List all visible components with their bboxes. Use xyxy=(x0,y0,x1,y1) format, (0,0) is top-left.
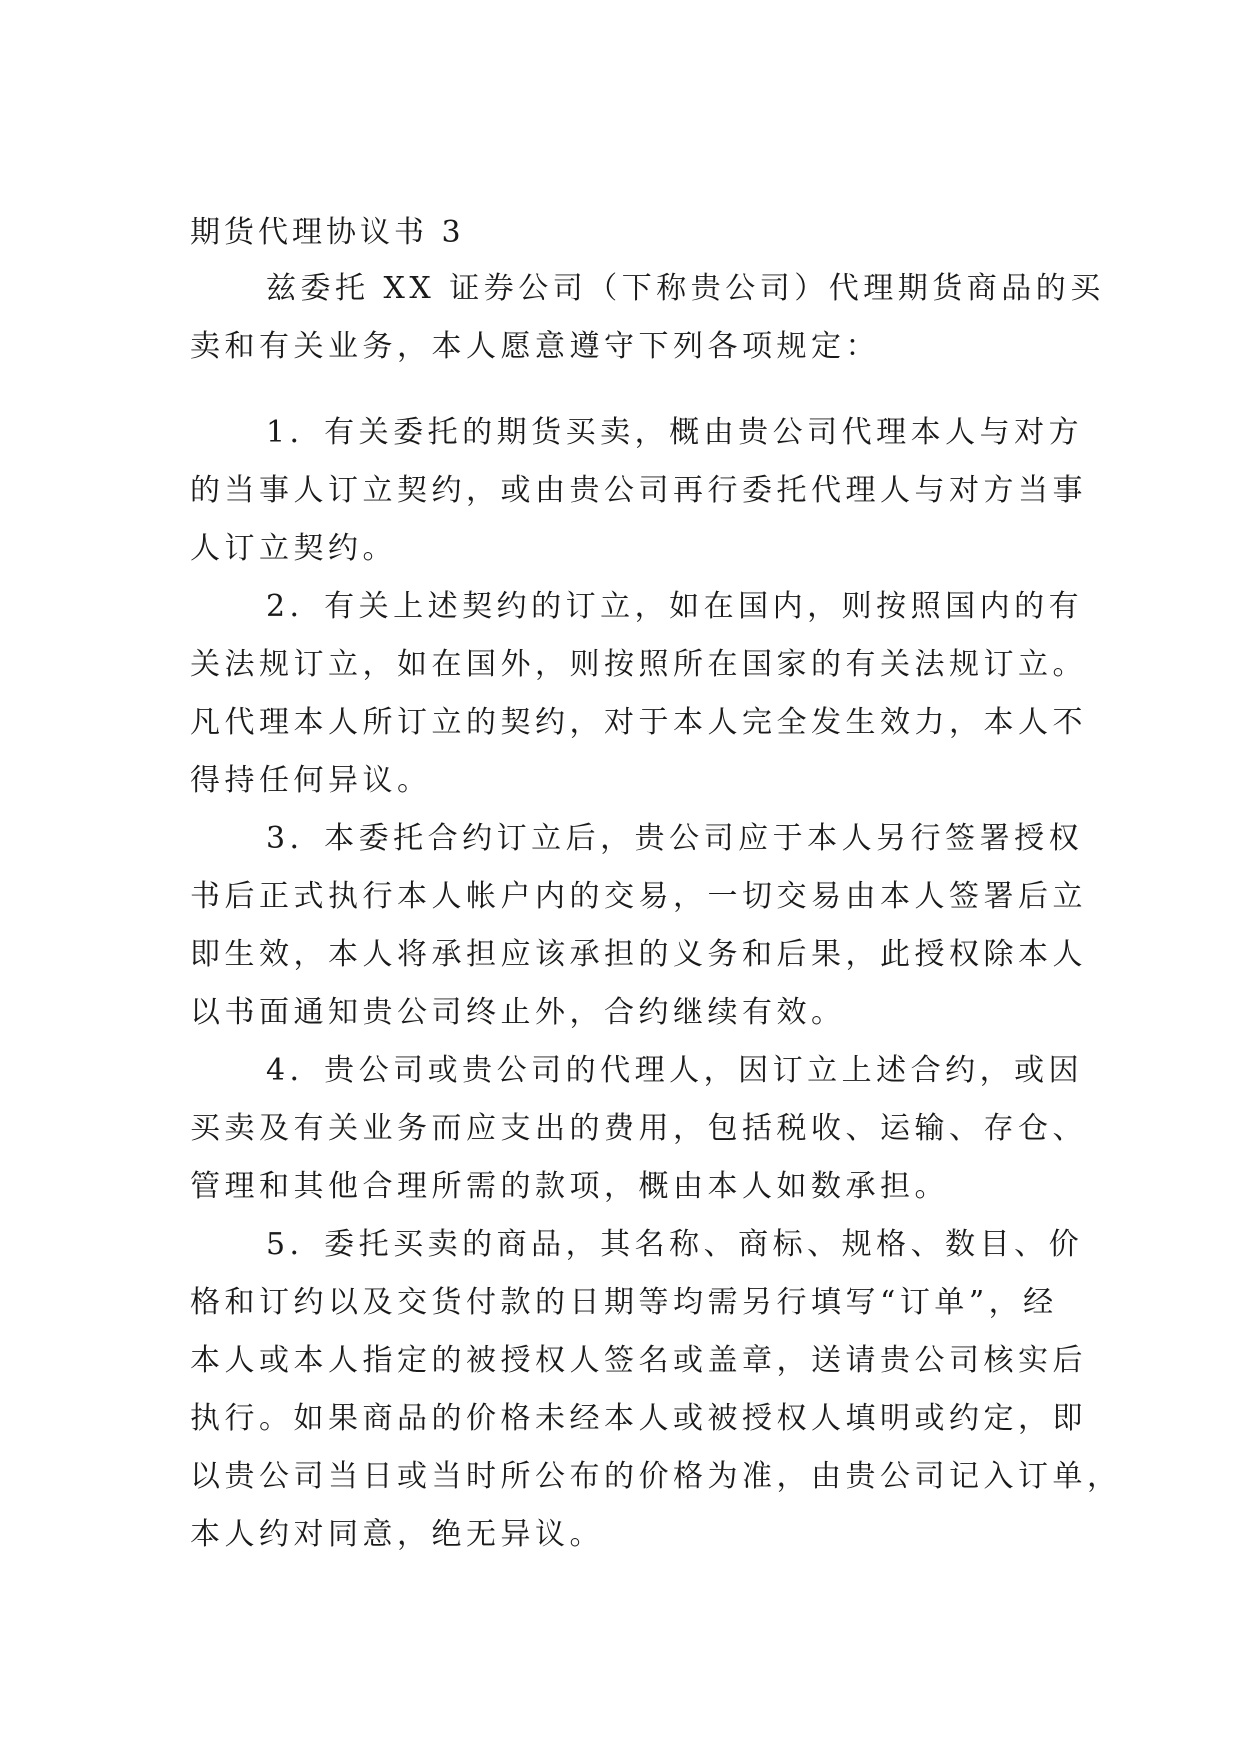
paragraph-line: 4．贵公司或贵公司的代理人，因订立上述合约，或因 xyxy=(266,1053,1084,1088)
paragraph-line: 关法规订立，如在国外，则按照所在国家的有关法规订立。 xyxy=(190,647,1087,682)
paragraph-line: 执行。如果商品的价格未经本人或被授权人填明或约定，即 xyxy=(190,1401,1087,1436)
paragraph-line: 以书面通知贵公司终止外，合约继续有效。 xyxy=(190,995,846,1030)
paragraph-clause-2 xyxy=(190,578,1087,810)
paragraph-clause-5 xyxy=(190,1216,1122,1564)
paragraph-line: 凡代理本人所订立的契约，对于本人完全发生效力，本人不 xyxy=(190,705,1087,740)
paragraph-line: 即生效，本人将承担应该承担的义务和后果，此授权除本人 xyxy=(190,937,1087,972)
paragraph-clause-1 xyxy=(190,404,1087,578)
paragraph-line: 的当事人订立契约，或由贵公司再行委托代理人与对方当事 xyxy=(190,473,1087,508)
paragraph-line: 本人或本人指定的被授权人签名或盖章，送请贵公司核实后 xyxy=(190,1343,1087,1378)
paragraph-clause-3 xyxy=(190,810,1087,1042)
paragraph-clause-4 xyxy=(190,1042,1087,1216)
paragraph-line: 以贵公司当日或当时所公布的价格为准，由贵公司记入订单， xyxy=(190,1459,1122,1494)
paragraph-line: 5．委托买卖的商品，其名称、商标、规格、数目、价 xyxy=(266,1227,1084,1262)
paragraph-intro xyxy=(190,260,1105,376)
paragraph-line: 卖和有关业务，本人愿意遵守下列各项规定： xyxy=(190,329,880,364)
paragraph-line: 管理和其他合理所需的款项，概由本人如数承担。 xyxy=(190,1169,949,1204)
paragraph-line: 3．本委托合约订立后，贵公司应于本人另行签署授权 xyxy=(266,821,1084,856)
paragraph-line: 2．有关上述契约的订立，如在国内，则按照国内的有 xyxy=(266,589,1084,624)
paragraph-line: 人订立契约。 xyxy=(190,531,397,566)
paragraph-line: 书后正式执行本人帐户内的交易，一切交易由本人签署后立 xyxy=(190,879,1087,914)
paragraph-line: 得持任何异议。 xyxy=(190,763,432,798)
paragraph-line: 兹委托 XX 证券公司（下称贵公司）代理期货商品的买 xyxy=(266,271,1105,306)
document-title: 期货代理协议书 3 xyxy=(190,215,465,250)
paragraph-line: 本人约对同意，绝无异议。 xyxy=(190,1517,604,1552)
paragraph-line: 1．有关委托的期货买卖，概由贵公司代理本人与对方 xyxy=(266,415,1084,450)
paragraph-line: 格和订约以及交货付款的日期等均需另行填写“订单”，经 xyxy=(190,1285,1058,1320)
paragraph-line: 买卖及有关业务而应支出的费用，包括税收、运输、存仓、 xyxy=(190,1111,1087,1146)
